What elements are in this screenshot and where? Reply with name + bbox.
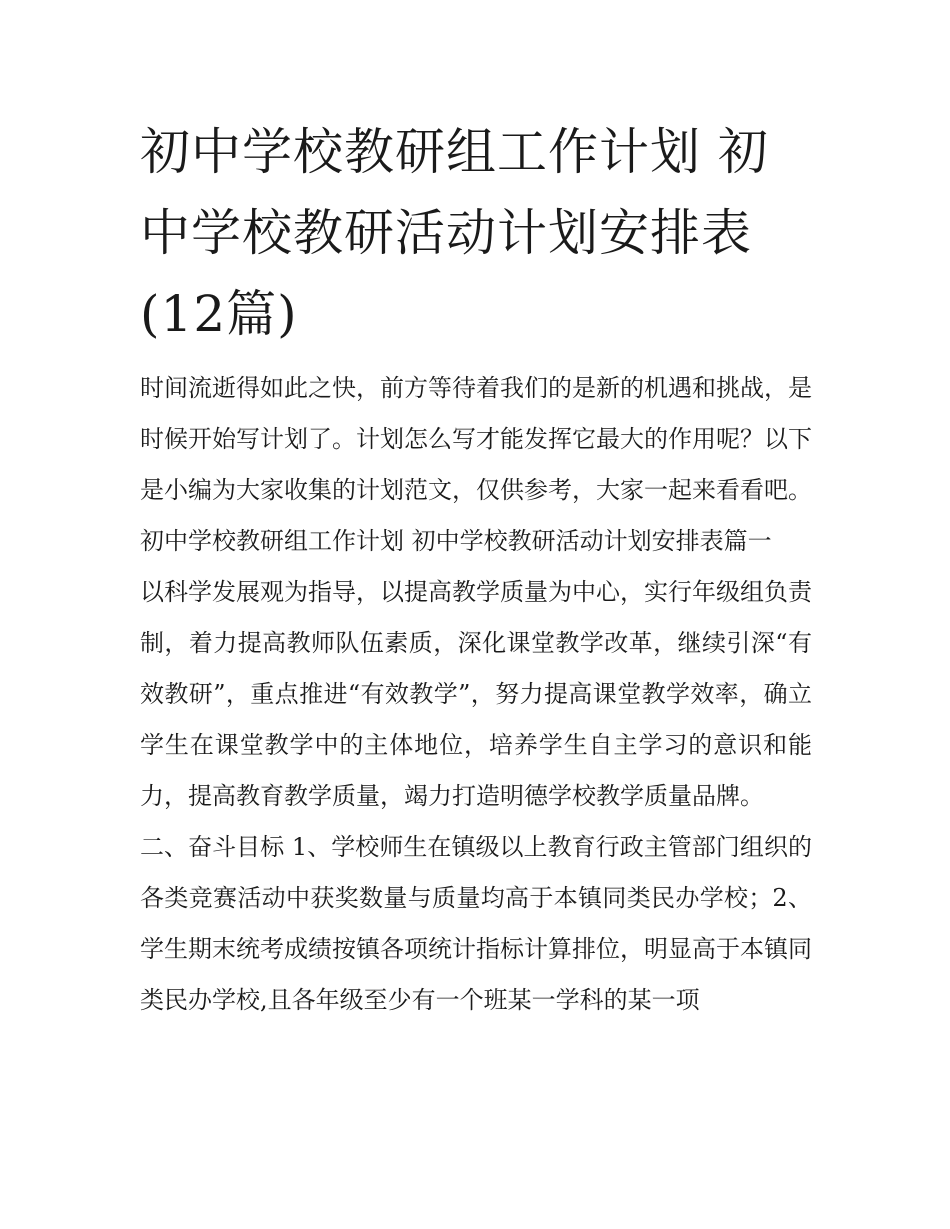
goals-paragraph: 二、奋斗目标 1、学校师生在镇级以上教育行政主管部门组织的各类竞赛活动中获奖数量与质量均高于本镇同类民办学校；2、学生期末统考成绩按镇各项统计指标计算排位，明显高于本镇同类民办学校,且各年级至少有一个班某一学科的某一项 bbox=[140, 833, 812, 1014]
guiding-paragraph: 以科学发展观为指导，以提高教学质量为中心，实行年级组负责制，着力提高教师队伍素质，深化课堂教学改革，继续引深“有效教研”，重点推进“有效教学”，努力提高课堂教学效率，确立学生在课堂教学中的主体地位，培养学生自主学习的意识和能力，提高教育教学质量，竭力打造明德学校教学质量品牌。 bbox=[140, 578, 812, 810]
document-title: 初中学校教研组工作计划 初中学校教研活动计划安排表(12篇) bbox=[140, 123, 769, 343]
intro-paragraph: 时间流逝得如此之快，前方等待着我们的是新的机遇和挑战，是时候开始写计划了。计划怎么写才能发挥它最大的作用呢？以下是小编为大家收集的计划范文，仅供参考，大家一起来看看吧。 bbox=[140, 374, 812, 504]
section-heading: 初中学校教研组工作计划 初中学校教研活动计划安排表篇一 bbox=[140, 527, 772, 555]
document-page bbox=[140, 112, 812, 1026]
